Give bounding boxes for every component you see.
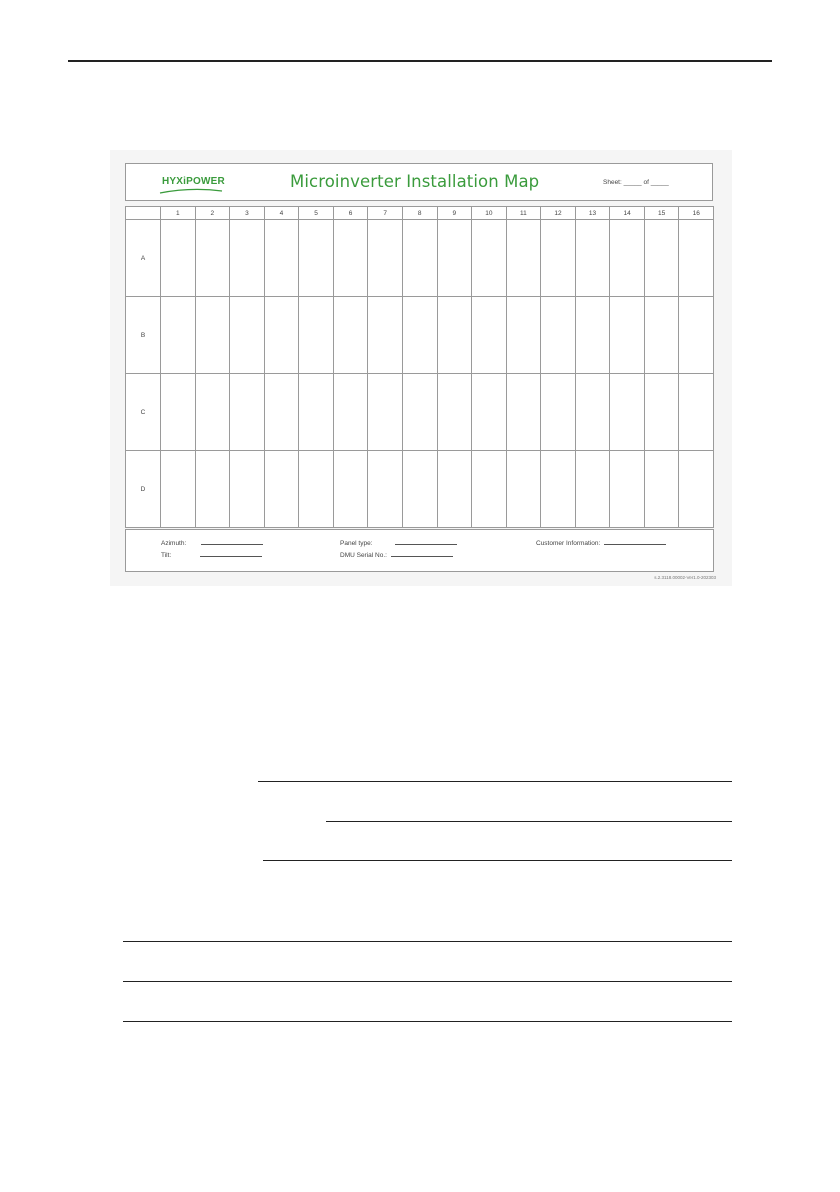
column-header: 14 bbox=[610, 207, 645, 220]
panel-cell[interactable] bbox=[264, 451, 299, 528]
panel-cell[interactable] bbox=[541, 220, 576, 297]
customer-info-field[interactable] bbox=[536, 540, 666, 547]
document-id: s.2.3118.00002-Ver1.0-202303 bbox=[654, 575, 716, 580]
customer-info-line bbox=[604, 544, 666, 545]
panel-cell[interactable] bbox=[333, 297, 368, 374]
form-footer bbox=[125, 529, 714, 572]
grid-row bbox=[126, 451, 714, 528]
panel-cell[interactable] bbox=[161, 297, 196, 374]
panel-cell[interactable] bbox=[402, 220, 437, 297]
panel-cell[interactable] bbox=[506, 451, 541, 528]
panel-cell[interactable] bbox=[402, 451, 437, 528]
panel-cell[interactable] bbox=[644, 374, 679, 451]
panel-type-field[interactable] bbox=[340, 540, 457, 547]
panel-cell[interactable] bbox=[644, 220, 679, 297]
tilt-field[interactable] bbox=[161, 552, 262, 559]
panel-cell[interactable] bbox=[195, 220, 230, 297]
panel-cell[interactable] bbox=[299, 220, 334, 297]
panel-cell[interactable] bbox=[333, 451, 368, 528]
panel-cell[interactable] bbox=[575, 220, 610, 297]
customer-info-label: Customer Information: bbox=[536, 540, 601, 547]
panel-cell[interactable] bbox=[541, 451, 576, 528]
panel-cell[interactable] bbox=[610, 220, 645, 297]
grid-row bbox=[126, 297, 714, 374]
dmu-serial-line bbox=[391, 556, 453, 557]
panel-cell[interactable] bbox=[195, 451, 230, 528]
dmu-serial-field[interactable] bbox=[340, 552, 453, 559]
panel-cell[interactable] bbox=[610, 297, 645, 374]
panel-type-label: Panel type: bbox=[340, 540, 373, 547]
azimuth-field[interactable] bbox=[161, 540, 263, 547]
fill-in-line-6[interactable] bbox=[123, 1021, 732, 1022]
panel-cell[interactable] bbox=[368, 220, 403, 297]
panel-cell[interactable] bbox=[230, 220, 265, 297]
row-header: C bbox=[126, 374, 161, 451]
panel-cell[interactable] bbox=[161, 220, 196, 297]
column-header: 16 bbox=[679, 207, 714, 220]
installation-map-form bbox=[110, 150, 732, 586]
panel-cell[interactable] bbox=[161, 451, 196, 528]
panel-cell[interactable] bbox=[230, 451, 265, 528]
panel-cell[interactable] bbox=[230, 374, 265, 451]
panel-cell[interactable] bbox=[437, 374, 472, 451]
panel-type-line bbox=[395, 544, 457, 545]
sheet-number-field[interactable]: Sheet: _____ of _____ bbox=[603, 179, 669, 186]
tilt-label: Tilt: bbox=[161, 552, 172, 559]
panel-cell[interactable] bbox=[299, 374, 334, 451]
column-header: 5 bbox=[299, 207, 334, 220]
panel-cell[interactable] bbox=[264, 297, 299, 374]
column-header: 1 bbox=[161, 207, 196, 220]
grid-row bbox=[126, 220, 714, 297]
panel-cell[interactable] bbox=[644, 297, 679, 374]
panel-cell[interactable] bbox=[161, 374, 196, 451]
column-header: 2 bbox=[195, 207, 230, 220]
column-header: 3 bbox=[230, 207, 265, 220]
tilt-line bbox=[200, 556, 262, 557]
corner-cell bbox=[126, 207, 161, 220]
panel-cell[interactable] bbox=[472, 220, 507, 297]
row-header: D bbox=[126, 451, 161, 528]
panel-cell[interactable] bbox=[437, 220, 472, 297]
logo-swoosh-icon bbox=[159, 188, 223, 194]
panel-cell[interactable] bbox=[472, 297, 507, 374]
panel-cell[interactable] bbox=[610, 374, 645, 451]
panel-cell[interactable] bbox=[299, 451, 334, 528]
grid-row bbox=[126, 374, 714, 451]
row-header: A bbox=[126, 220, 161, 297]
column-header: 15 bbox=[644, 207, 679, 220]
panel-cell[interactable] bbox=[230, 297, 265, 374]
panel-cell[interactable] bbox=[437, 297, 472, 374]
brand-logo: HYXiPOWER bbox=[162, 176, 225, 187]
panel-cell[interactable] bbox=[644, 451, 679, 528]
column-header: 10 bbox=[472, 207, 507, 220]
column-header: 7 bbox=[368, 207, 403, 220]
fill-in-line-1[interactable] bbox=[258, 781, 732, 782]
column-header: 8 bbox=[402, 207, 437, 220]
panel-cell[interactable] bbox=[575, 374, 610, 451]
panel-cell[interactable] bbox=[506, 297, 541, 374]
panel-cell[interactable] bbox=[368, 374, 403, 451]
panel-cell[interactable] bbox=[575, 451, 610, 528]
fill-in-line-3[interactable] bbox=[263, 860, 732, 861]
row-header: B bbox=[126, 297, 161, 374]
panel-cell[interactable] bbox=[333, 220, 368, 297]
fill-in-line-4[interactable] bbox=[123, 941, 732, 942]
column-header-row bbox=[126, 207, 714, 220]
dmu-serial-label: DMU Serial No.: bbox=[340, 552, 387, 559]
panel-cell[interactable] bbox=[368, 451, 403, 528]
column-header: 11 bbox=[506, 207, 541, 220]
fill-in-line-2[interactable] bbox=[326, 821, 732, 822]
column-header: 9 bbox=[437, 207, 472, 220]
form-header bbox=[125, 163, 713, 201]
panel-grid bbox=[125, 206, 714, 528]
azimuth-label: Azimuth: bbox=[161, 540, 187, 547]
panel-cell[interactable] bbox=[506, 374, 541, 451]
panel-cell[interactable] bbox=[368, 297, 403, 374]
panel-cell[interactable] bbox=[472, 374, 507, 451]
panel-cell[interactable] bbox=[195, 374, 230, 451]
panel-cell[interactable] bbox=[195, 297, 230, 374]
column-header: 13 bbox=[575, 207, 610, 220]
panel-cell[interactable] bbox=[679, 220, 714, 297]
fill-in-line-5[interactable] bbox=[123, 981, 732, 982]
panel-cell[interactable] bbox=[679, 451, 714, 528]
panel-cell[interactable] bbox=[264, 374, 299, 451]
panel-cell[interactable] bbox=[437, 451, 472, 528]
panel-cell[interactable] bbox=[575, 297, 610, 374]
panel-cell[interactable] bbox=[610, 451, 645, 528]
form-title: Microinverter Installation Map bbox=[290, 172, 540, 191]
panel-cell[interactable] bbox=[679, 374, 714, 451]
top-rule bbox=[68, 60, 772, 62]
column-header: 6 bbox=[333, 207, 368, 220]
panel-cell[interactable] bbox=[541, 297, 576, 374]
panel-cell[interactable] bbox=[679, 297, 714, 374]
panel-cell[interactable] bbox=[402, 374, 437, 451]
panel-cell[interactable] bbox=[541, 374, 576, 451]
panel-cell[interactable] bbox=[506, 220, 541, 297]
azimuth-line bbox=[201, 544, 263, 545]
panel-cell[interactable] bbox=[402, 297, 437, 374]
panel-cell[interactable] bbox=[333, 374, 368, 451]
panel-cell[interactable] bbox=[299, 297, 334, 374]
column-header: 12 bbox=[541, 207, 576, 220]
column-header: 4 bbox=[264, 207, 299, 220]
panel-cell[interactable] bbox=[472, 451, 507, 528]
panel-cell[interactable] bbox=[264, 220, 299, 297]
